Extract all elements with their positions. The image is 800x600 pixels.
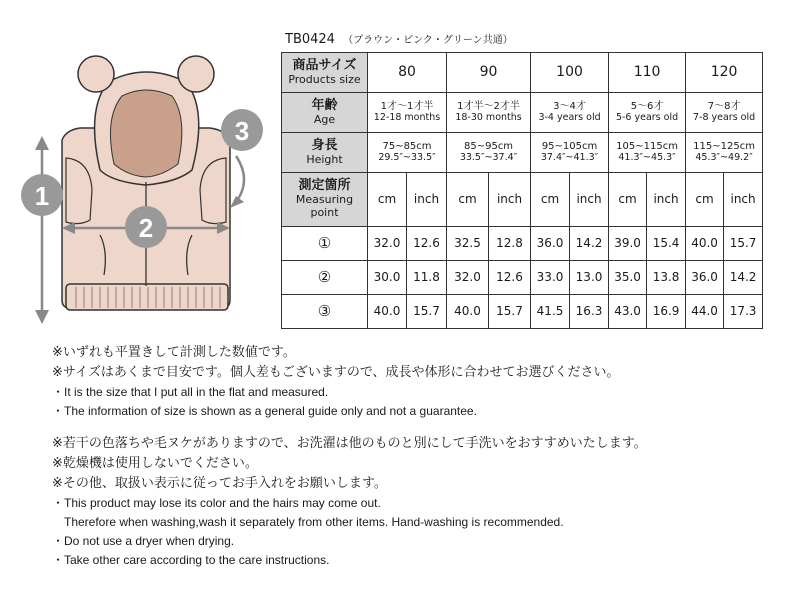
- age-cell: 1才半〜2才半 18-30 months: [447, 93, 531, 133]
- product-colors-note: （ブラウン・ピンク・グリーン共通）: [343, 35, 513, 46]
- value-cell: 16.3: [570, 295, 609, 329]
- value-cell: 32.5: [447, 227, 489, 261]
- size-note-en: ・The information of size is shown as a general guide only and not a guarantee.: [52, 404, 477, 418]
- care-note-jp: ※乾燥機は使用しないでください。: [52, 456, 258, 471]
- size-table: [281, 52, 763, 329]
- care-note-en: ・Do not use a dryer when drying.: [52, 534, 235, 548]
- value-cell: 15.7: [489, 295, 531, 329]
- care-note-jp: ※その他、取扱い表示に従ってお手入れをお願いします。: [52, 476, 387, 491]
- value-cell: 15.4: [647, 227, 686, 261]
- notes-spacer: [52, 421, 792, 434]
- size-note-en: ・It is the size that I put all in the flat and measured.: [52, 385, 329, 399]
- value-cell: 15.7: [407, 295, 447, 329]
- height-cell: 75~85cm 29.5″~33.5″: [368, 133, 447, 173]
- vest-illustration: [0, 30, 275, 340]
- value-cell: 16.9: [647, 295, 686, 329]
- height-row: [282, 133, 763, 173]
- measuring-point-label: ③: [282, 295, 368, 329]
- value-cell: 12.8: [489, 227, 531, 261]
- value-cell: 35.0: [609, 261, 647, 295]
- size-110: 110: [609, 53, 686, 93]
- value-cell: 14.2: [570, 227, 609, 261]
- value-cell: 43.0: [609, 295, 647, 329]
- value-cell: 12.6: [407, 227, 447, 261]
- unit-inch: inch: [570, 173, 609, 227]
- size-note-jp: ※サイズはあくまで目安です。個人差もございますので、成長や体形に合わせてお選びください。: [52, 365, 620, 380]
- marker-3-label: 3: [234, 116, 250, 146]
- unit-cm: cm: [686, 173, 724, 227]
- value-cell: 44.0: [686, 295, 724, 329]
- unit-inch: inch: [489, 173, 531, 227]
- size-note-jp: ※いずれも平置きして計測した数値です。: [52, 345, 296, 360]
- care-note-en: Therefore when washing,wash it separately from other items. Hand-washing is recommended.: [52, 515, 564, 529]
- marker-1-label: 1: [34, 181, 50, 211]
- value-cell: 33.0: [531, 261, 570, 295]
- unit-inch: inch: [407, 173, 447, 227]
- value-cell: 15.7: [724, 227, 763, 261]
- value-cell: 12.6: [489, 261, 531, 295]
- measurement-row-2: [282, 261, 763, 295]
- height-cell: 115~125cm 45.3″~49.2″: [686, 133, 763, 173]
- height-cell: 95~105cm 37.4″~41.3″: [531, 133, 609, 173]
- care-note-jp: ※若干の色落ちや毛ヌケがありますので、お洗濯は他のものと別にして手洗いをおすすめいたします。: [52, 436, 647, 451]
- unit-inch: inch: [647, 173, 686, 227]
- value-cell: 13.8: [647, 261, 686, 295]
- measurement-row-3: [282, 295, 763, 329]
- marker-2-label: 2: [138, 213, 154, 243]
- size-100: 100: [531, 53, 609, 93]
- value-cell: 40.0: [368, 295, 407, 329]
- age-cell: 5〜6才 5-6 years old: [609, 93, 686, 133]
- unit-cm: cm: [609, 173, 647, 227]
- measurement-row-1: [282, 227, 763, 261]
- care-note-en: ・Take other care according to the care instructions.: [52, 553, 330, 567]
- unit-cm: cm: [447, 173, 489, 227]
- notes-section: [52, 343, 792, 570]
- measuring-point-label: ①: [282, 227, 368, 261]
- measuring-point-label: ②: [282, 261, 368, 295]
- height-cell: 105~115cm 41.3″~45.3″: [609, 133, 686, 173]
- age-row: [282, 93, 763, 133]
- value-cell: 14.2: [724, 261, 763, 295]
- value-cell: 13.0: [570, 261, 609, 295]
- value-cell: 30.0: [368, 261, 407, 295]
- height-header: 身長 Height: [282, 133, 368, 173]
- size-header: 商品サイズ Products size: [282, 53, 368, 93]
- value-cell: 11.8: [407, 261, 447, 295]
- value-cell: 40.0: [686, 227, 724, 261]
- value-cell: 32.0: [447, 261, 489, 295]
- size-80: 80: [368, 53, 447, 93]
- unit-cm: cm: [368, 173, 407, 227]
- unit-cm: cm: [531, 173, 570, 227]
- age-cell: 1才〜1才半 12-18 months: [368, 93, 447, 133]
- product-code-heading: [285, 31, 513, 47]
- age-cell: 3〜4才 3-4 years old: [531, 93, 609, 133]
- unit-inch: inch: [724, 173, 763, 227]
- age-cell: 7〜8才 7-8 years old: [686, 93, 763, 133]
- measuring-point-header: 測定箇所 Measuring point: [282, 173, 368, 227]
- age-header: 年齢 Age: [282, 93, 368, 133]
- size-90: 90: [447, 53, 531, 93]
- armhole-arrow: [236, 156, 244, 202]
- value-cell: 41.5: [531, 295, 570, 329]
- size-row: [282, 53, 763, 93]
- value-cell: 39.0: [609, 227, 647, 261]
- value-cell: 36.0: [531, 227, 570, 261]
- left-ear: [78, 56, 114, 92]
- right-ear: [178, 56, 214, 92]
- unit-row: [282, 173, 763, 227]
- value-cell: 17.3: [724, 295, 763, 329]
- hood-inner: [110, 90, 181, 177]
- value-cell: 32.0: [368, 227, 407, 261]
- care-note-en: ・This product may lose its color and the hairs may come out.: [52, 496, 381, 510]
- height-cell: 85~95cm 33.5″~37.4″: [447, 133, 531, 173]
- product-code: TB0424: [285, 32, 335, 47]
- value-cell: 40.0: [447, 295, 489, 329]
- size-120: 120: [686, 53, 763, 93]
- value-cell: 36.0: [686, 261, 724, 295]
